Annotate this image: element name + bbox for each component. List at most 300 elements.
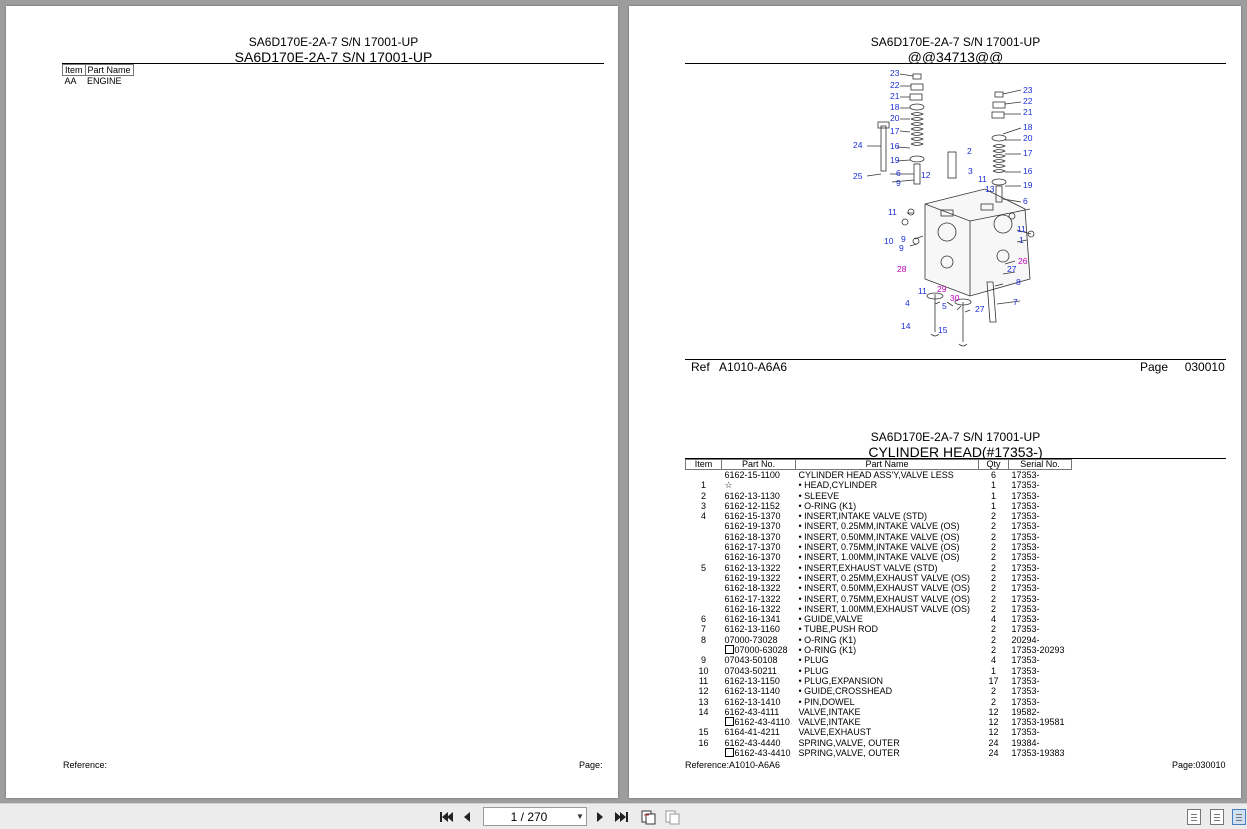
qty-cell	[979, 573, 1009, 583]
page-label: Page	[1140, 360, 1169, 374]
qty-cell-text: 17	[988, 675, 999, 686]
parts-table-body	[686, 470, 1072, 759]
item-cell	[686, 635, 722, 645]
table-row[interactable]	[686, 491, 1072, 501]
prev-page-icon[interactable]	[459, 809, 475, 825]
part-name-cell	[796, 624, 979, 634]
right-page	[629, 6, 1241, 798]
table-row[interactable]	[686, 717, 1072, 727]
part-no-cell-text: 6162-18-1370	[724, 531, 781, 542]
column-header-part-name: Part Name	[85, 65, 133, 76]
table-row[interactable]	[686, 532, 1072, 542]
part-name-cell	[796, 604, 979, 614]
table-row[interactable]	[686, 635, 1072, 645]
serial-no-cell-text: 17353-	[1011, 727, 1040, 738]
part-no-cell-text: 6162-43-4110	[734, 717, 790, 728]
item-cell-text: 16	[698, 737, 709, 748]
item-cell	[686, 511, 722, 521]
serial-no-cell	[1009, 717, 1072, 727]
svg-text:12: 12	[921, 170, 931, 180]
item-cell	[686, 686, 722, 696]
svg-text:1: 1	[1019, 235, 1024, 245]
part-name-cell	[796, 666, 979, 676]
serial-no-cell	[1009, 645, 1072, 655]
table-row[interactable]	[686, 583, 1072, 593]
part-no-cell-text: 6162-13-1150	[724, 675, 780, 686]
part-no-cell	[722, 563, 796, 573]
serial-no-cell	[1009, 521, 1072, 531]
part-name-cell-text: VALVE,EXHAUST	[798, 727, 872, 738]
part-name-cell	[796, 573, 979, 583]
part-name-cell	[796, 552, 979, 562]
serial-no-cell	[1009, 501, 1072, 511]
last-page-icon[interactable]	[614, 809, 630, 825]
part-no-cell	[722, 614, 796, 624]
part-name-cell	[796, 655, 979, 665]
part-name-cell-text: • GUIDE,VALVE	[798, 614, 863, 625]
part-no-cell-text: 6162-16-1322	[724, 603, 781, 614]
page-indicator: 1 / 270	[510, 809, 548, 824]
svg-text:23: 23	[1023, 85, 1033, 95]
table-row[interactable]	[686, 624, 1072, 634]
item-cell	[686, 491, 722, 501]
part-name-cell-text: • O-RING (K1)	[798, 645, 857, 656]
serial-no-cell-text: 17353-	[1011, 583, 1040, 594]
svg-text:16: 16	[1023, 166, 1033, 176]
qty-cell-text: 2	[990, 511, 996, 522]
part-no-cell	[722, 470, 796, 481]
serial-no-cell-text: 19582-	[1011, 706, 1040, 717]
part-no-cell-text: 6162-13-1410	[724, 696, 781, 707]
part-no-cell-text: 6162-13-1140	[724, 686, 780, 697]
ref-value: A1010-A6A6	[719, 360, 788, 374]
two-page-view-icon[interactable]	[1232, 809, 1246, 825]
serial-no-cell	[1009, 655, 1072, 665]
checkbox-square-icon	[725, 748, 734, 757]
part-name-cell	[796, 645, 979, 655]
serial-no-cell-text: 17353-19383	[1011, 748, 1065, 759]
qty-cell	[979, 480, 1009, 490]
svg-text:25: 25	[853, 171, 863, 181]
item-cell-text: 8	[700, 634, 706, 645]
column-header-serial-no: Serial No.	[1009, 460, 1072, 470]
serial-no-cell-text: 17353-	[1011, 531, 1040, 542]
svg-text:27: 27	[1007, 264, 1017, 274]
part-name-cell-text: • INSERT, 0.75MM,INTAKE VALVE (OS)	[798, 542, 960, 553]
part-name-cell-text: • HEAD,CYLINDER	[798, 480, 878, 491]
part-no-cell-text: 6164-41-4211	[724, 727, 780, 738]
part-no-cell	[722, 748, 796, 758]
qty-cell	[979, 614, 1009, 624]
part-name-cell-text: • INSERT, 1.00MM,INTAKE VALVE (OS)	[798, 552, 960, 563]
qty-cell	[979, 563, 1009, 573]
serial-no-cell	[1009, 532, 1072, 542]
part-no-cell-text: 6162-17-1322	[724, 593, 781, 604]
part-name-cell-text: • GUIDE,CROSSHEAD	[798, 686, 893, 697]
serial-no-cell	[1009, 573, 1072, 583]
part-name-cell-text: • INSERT, 0.25MM,EXHAUST VALVE (OS)	[798, 572, 971, 583]
part-no-cell	[722, 583, 796, 593]
svg-text:17: 17	[890, 126, 900, 136]
item-cell	[686, 727, 722, 737]
part-no-cell	[722, 542, 796, 552]
qty-cell-text: 2	[990, 583, 996, 594]
svg-text:18: 18	[1023, 122, 1033, 132]
qty-cell-text: 2	[990, 624, 996, 635]
serial-no-cell-text: 17353-	[1011, 521, 1040, 532]
page-number-input[interactable]	[483, 807, 587, 826]
compare-icon[interactable]	[664, 809, 680, 825]
table-row[interactable]	[686, 666, 1072, 676]
part-name-cell	[796, 583, 979, 593]
serial-no-cell-text: 17353-	[1011, 552, 1040, 563]
qty-cell	[979, 594, 1009, 604]
serial-no-cell-text: 17353-	[1011, 686, 1040, 697]
qty-cell-text: 2	[990, 542, 996, 553]
item-cell	[686, 676, 722, 686]
part-no-cell	[722, 594, 796, 604]
serial-no-cell	[1009, 686, 1072, 696]
part-no-cell-text: 6162-19-1322	[724, 572, 781, 583]
qty-cell	[979, 635, 1009, 645]
column-header-item: Item	[63, 65, 86, 76]
first-page-icon[interactable]	[438, 809, 454, 825]
table-row[interactable]	[686, 501, 1072, 511]
qty-cell-text: 2	[990, 531, 996, 542]
part-name-cell	[796, 501, 979, 511]
part-name-cell-text: SPRING,VALVE, OUTER	[798, 748, 900, 759]
serial-no-cell-text: 20294-	[1011, 634, 1040, 645]
serial-no-cell-text: 17353-	[1011, 614, 1040, 625]
serial-no-cell	[1009, 604, 1072, 614]
qty-cell-text: 1	[990, 500, 996, 511]
table-row[interactable]	[686, 552, 1072, 562]
qty-cell	[979, 676, 1009, 686]
part-no-cell	[722, 491, 796, 501]
table-row[interactable]	[686, 645, 1072, 655]
part-no-cell	[722, 686, 796, 696]
part-name-cell-text: VALVE,INTAKE	[798, 706, 861, 717]
serial-no-cell-text: 17353-	[1011, 603, 1040, 614]
svg-text:6: 6	[896, 168, 901, 178]
single-page-view-icon[interactable]	[1187, 809, 1201, 825]
qty-cell	[979, 655, 1009, 665]
table-row[interactable]	[686, 470, 1072, 481]
table-row[interactable]	[686, 738, 1072, 748]
table-row[interactable]	[686, 563, 1072, 573]
serial-no-cell	[1009, 563, 1072, 573]
part-no-cell	[722, 717, 796, 727]
part-no-cell-text: 6162-16-1341	[724, 614, 781, 625]
part-name-cell	[796, 491, 979, 501]
serial-no-cell	[1009, 614, 1072, 624]
part-name-cell-text: • PLUG	[798, 665, 829, 676]
viewer-toolbar	[0, 803, 1247, 829]
item-cell	[686, 738, 722, 748]
serial-no-cell	[1009, 491, 1072, 501]
item-cell-text: 12	[698, 686, 709, 697]
item-cell	[686, 532, 722, 542]
svg-text:11: 11	[978, 174, 987, 184]
checkbox-square-icon	[725, 717, 734, 726]
svg-text:19: 19	[890, 155, 900, 165]
table-row[interactable]	[686, 480, 1072, 490]
part-no-cell	[722, 604, 796, 614]
qty-cell-text: 2	[990, 562, 996, 573]
part-no-cell-text: 6162-43-4410	[734, 748, 791, 759]
svg-text:24: 24	[853, 140, 863, 150]
svg-text:21: 21	[1023, 107, 1033, 117]
part-name-cell-text: • INSERT,EXHAUST VALVE (STD)	[798, 562, 938, 573]
part-name-cell: ENGINE	[87, 76, 122, 86]
item-cell	[686, 697, 722, 707]
qty-cell-text: 12	[988, 727, 999, 738]
ref-line	[691, 360, 787, 374]
qty-cell-text: 2	[990, 634, 996, 645]
svg-text:17: 17	[1023, 148, 1033, 158]
svg-text:5: 5	[942, 301, 947, 311]
qty-cell	[979, 552, 1009, 562]
item-cell	[686, 624, 722, 634]
qty-cell	[979, 521, 1009, 531]
item-cell	[686, 583, 722, 593]
qty-cell	[979, 645, 1009, 655]
qty-cell-text: 24	[988, 748, 999, 759]
part-no-cell-text: 6162-15-1370	[724, 511, 781, 522]
serial-no-cell-text: 17353-20293	[1011, 645, 1065, 656]
table-row[interactable]	[686, 614, 1072, 624]
table-row[interactable]	[63, 76, 134, 87]
svg-text:9: 9	[899, 243, 904, 253]
qty-cell	[979, 604, 1009, 614]
qty-cell-text: 1	[990, 490, 996, 501]
qty-cell	[979, 697, 1009, 707]
table-row[interactable]	[686, 727, 1072, 737]
part-name-cell-text: • INSERT, 0.75MM,EXHAUST VALVE (OS)	[798, 593, 971, 604]
table-row[interactable]	[686, 707, 1072, 717]
serial-no-cell-text: 17353-	[1011, 665, 1040, 676]
serial-no-cell	[1009, 583, 1072, 593]
part-no-cell-text: 6162-43-4111	[724, 706, 780, 717]
part-no-cell	[722, 635, 796, 645]
table-row[interactable]	[686, 521, 1072, 531]
item-cell	[686, 501, 722, 511]
svg-text:28: 28	[897, 264, 907, 274]
chevron-down-icon[interactable]: ▼	[576, 812, 584, 821]
svg-text:29: 29	[937, 284, 947, 294]
part-no-cell-text: 6162-16-1370	[724, 552, 781, 563]
column-header-qty: Qty	[979, 460, 1009, 470]
qty-cell-text: 4	[990, 655, 996, 666]
table-row[interactable]	[686, 686, 1072, 696]
item-cell	[686, 573, 722, 583]
copy-icon[interactable]	[640, 809, 656, 825]
svg-text:8: 8	[1016, 277, 1021, 287]
serial-no-cell-text: 17353-	[1011, 696, 1040, 707]
qty-cell-text: 24	[988, 737, 999, 748]
serial-no-cell	[1009, 738, 1072, 748]
table-row[interactable]	[686, 748, 1072, 758]
item-cell	[686, 717, 722, 727]
part-name-cell	[796, 563, 979, 573]
left-page	[6, 6, 618, 798]
part-no-cell	[722, 676, 796, 686]
qty-cell	[979, 666, 1009, 676]
qty-cell-text: 4	[990, 614, 996, 625]
part-name-cell-text: • PLUG,EXPANSION	[798, 675, 884, 686]
part-no-cell-text: 6162-12-1152	[724, 500, 780, 511]
qty-cell	[979, 511, 1009, 521]
part-name-cell-text: • INSERT,INTAKE VALVE (STD)	[798, 511, 928, 522]
part-name-cell-text: • PLUG	[798, 655, 829, 666]
qty-cell	[979, 686, 1009, 696]
serial-no-cell-text: 17353-	[1011, 511, 1040, 522]
part-name-cell	[796, 738, 979, 748]
column-header-item: Item	[686, 460, 722, 470]
svg-text:10: 10	[884, 236, 894, 246]
item-cell	[686, 521, 722, 531]
svg-text:18: 18	[890, 102, 900, 112]
serial-no-cell-text: 17353-	[1011, 572, 1040, 583]
column-header-part-name: Part Name	[796, 460, 979, 470]
serial-no-cell-text: 17353-	[1011, 562, 1040, 573]
ref-label: Ref	[691, 360, 710, 374]
page-title-large: @@34713@@	[907, 49, 1004, 65]
svg-text:11: 11	[888, 207, 897, 217]
qty-cell	[979, 727, 1009, 737]
part-no-cell	[722, 707, 796, 717]
serial-no-cell-text: 17353-	[1011, 655, 1040, 666]
part-name-cell	[796, 748, 979, 758]
part-no-cell	[722, 480, 796, 490]
page-number-line	[1140, 360, 1225, 374]
serial-no-cell-text: 17353-	[1011, 624, 1040, 635]
part-no-cell	[722, 697, 796, 707]
item-cell	[686, 480, 722, 490]
qty-cell-text: 2	[990, 572, 996, 583]
table-row[interactable]	[686, 542, 1072, 552]
part-name-cell	[796, 521, 979, 531]
serial-no-cell	[1009, 697, 1072, 707]
svg-text:14: 14	[901, 321, 911, 331]
qty-cell	[979, 470, 1009, 481]
serial-no-cell	[1009, 470, 1072, 481]
qty-cell	[979, 624, 1009, 634]
svg-text:26: 26	[1018, 256, 1028, 266]
item-cell	[686, 604, 722, 614]
qty-cell	[979, 707, 1009, 717]
item-cell-text: 1	[700, 480, 706, 491]
part-name-cell-text: • O-RING (K1)	[798, 634, 857, 645]
part-name-cell	[796, 676, 979, 686]
item-cell-text: 9	[700, 655, 706, 666]
qty-cell	[979, 738, 1009, 748]
part-no-cell-text: 07043-50108	[724, 655, 778, 666]
qty-cell-text: 2	[990, 603, 996, 614]
serial-no-cell	[1009, 666, 1072, 676]
part-name-cell-text: CYLINDER HEAD ASS'Y,VALVE LESS	[798, 470, 954, 480]
serial-no-cell-text: 17353-	[1011, 490, 1040, 501]
page-title-small: SA6D170E-2A-7 S/N 17001-UP	[248, 35, 419, 49]
serial-no-cell	[1009, 480, 1072, 490]
svg-text:15: 15	[938, 325, 948, 335]
table-row[interactable]	[686, 697, 1072, 707]
item-cell	[686, 655, 722, 665]
item-cell: AA	[64, 76, 77, 86]
part-name-cell-text: VALVE,INTAKE	[798, 717, 861, 728]
serial-no-cell-text: 17353-	[1011, 470, 1040, 480]
item-cell	[686, 614, 722, 624]
footer-reference: Reference:A1010-A6A6	[685, 760, 781, 770]
footer-page: Page:	[579, 760, 603, 770]
svg-text:23: 23	[890, 68, 900, 78]
part-no-cell	[722, 738, 796, 748]
table-row[interactable]	[686, 573, 1072, 583]
qty-cell-text: 2	[990, 686, 996, 697]
qty-cell	[979, 717, 1009, 727]
part-no-cell	[722, 573, 796, 583]
footer-page: Page:030010	[1172, 760, 1226, 770]
serial-no-cell	[1009, 635, 1072, 645]
svg-text:22: 22	[890, 80, 900, 90]
part-no-cell	[722, 727, 796, 737]
svg-text:22: 22	[1023, 96, 1033, 106]
part-no-cell	[722, 511, 796, 521]
item-cell-text: 13	[698, 696, 709, 707]
next-page-icon[interactable]	[592, 809, 608, 825]
part-name-cell	[796, 697, 979, 707]
table-row[interactable]	[686, 511, 1072, 521]
part-name-cell	[796, 614, 979, 624]
part-no-cell	[722, 552, 796, 562]
part-no-cell-text: 07000-63028	[734, 645, 788, 656]
serial-no-cell	[1009, 748, 1072, 758]
qty-cell-text: 2	[990, 645, 996, 656]
item-cell-text: 6	[700, 614, 706, 625]
part-no-cell-text: 6162-13-1160	[724, 624, 780, 635]
svg-text:9: 9	[901, 234, 906, 244]
index-table	[62, 64, 134, 86]
item-cell	[686, 563, 722, 573]
serial-no-cell	[1009, 511, 1072, 521]
part-no-cell	[722, 645, 796, 655]
list-title-small: SA6D170E-2A-7 S/N 17001-UP	[870, 430, 1041, 444]
qty-cell	[979, 542, 1009, 552]
qty-cell-text: 2	[990, 521, 996, 532]
item-cell	[686, 594, 722, 604]
table-row[interactable]	[686, 676, 1072, 686]
svg-text:27: 27	[975, 304, 985, 314]
svg-text:19: 19	[1023, 180, 1033, 190]
table-row[interactable]	[686, 594, 1072, 604]
part-name-cell-text: • INSERT, 0.25MM,INTAKE VALVE (OS)	[798, 521, 960, 532]
part-no-cell	[722, 501, 796, 511]
svg-text:7: 7	[1013, 297, 1018, 307]
table-row[interactable]	[686, 604, 1072, 614]
table-row[interactable]	[686, 655, 1072, 665]
list-title-large: CYLINDER HEAD(#17353-)	[868, 444, 1043, 460]
part-no-cell	[722, 666, 796, 676]
item-cell	[686, 707, 722, 717]
qty-cell-text: 12	[988, 717, 999, 728]
part-name-cell	[796, 717, 979, 727]
qty-cell-text: 12	[988, 706, 999, 717]
continuous-view-icon[interactable]	[1210, 809, 1224, 825]
svg-text:16: 16	[890, 141, 900, 151]
item-cell-text: 2	[700, 490, 706, 501]
svg-text:20: 20	[890, 113, 900, 123]
part-no-cell	[722, 521, 796, 531]
